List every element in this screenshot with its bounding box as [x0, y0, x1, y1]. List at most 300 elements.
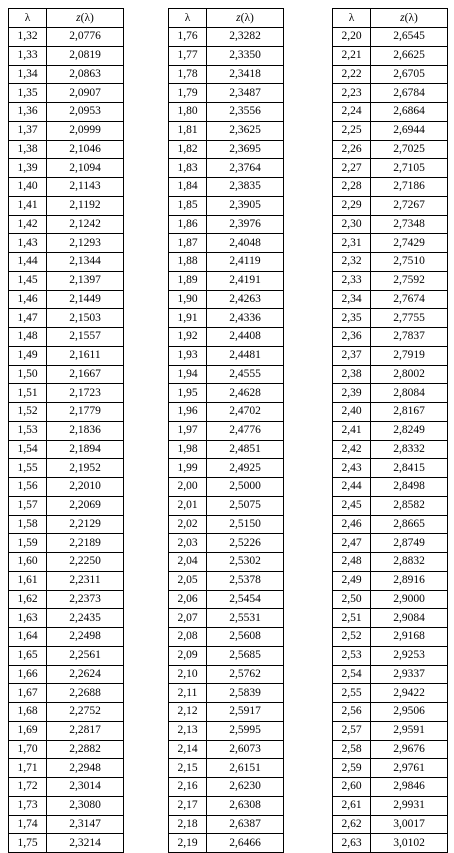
z-value-cell: 2,4702	[207, 403, 284, 422]
lambda-cell: 2,30	[333, 215, 371, 234]
table-row	[333, 346, 448, 365]
z-value-cell: 2,6466	[207, 834, 284, 853]
table-row	[169, 421, 284, 440]
header-z-var: z	[236, 12, 241, 24]
z-value-cell: 2,4925	[207, 459, 284, 478]
lambda-cell: 2,49	[333, 571, 371, 590]
lambda-cell: 1,44	[9, 253, 47, 272]
z-value-cell: 2,1723	[47, 384, 124, 403]
z-value-cell: 2,3905	[207, 196, 284, 215]
lambda-cell: 2,12	[169, 703, 207, 722]
lambda-cell: 1,99	[169, 459, 207, 478]
z-value-cell: 2,5226	[207, 534, 284, 553]
table-row	[9, 253, 124, 272]
table-row	[333, 215, 448, 234]
z-value-cell: 2,2498	[47, 628, 124, 647]
table-row	[169, 646, 284, 665]
table-row	[333, 684, 448, 703]
table-row	[169, 309, 284, 328]
z-value-cell: 2,7267	[371, 196, 448, 215]
lambda-cell: 1,61	[9, 571, 47, 590]
z-value-cell: 2,3418	[207, 65, 284, 84]
lambda-cell: 1,58	[9, 515, 47, 534]
table-row	[169, 253, 284, 272]
lambda-cell: 1,81	[169, 121, 207, 140]
table-row	[9, 459, 124, 478]
lambda-cell: 1,80	[169, 103, 207, 122]
lambda-cell: 1,68	[9, 703, 47, 722]
table-row	[333, 478, 448, 497]
z-value-cell: 2,1611	[47, 346, 124, 365]
lambda-cell: 1,63	[9, 609, 47, 628]
z-value-cell: 2,2250	[47, 553, 124, 572]
z-value-cell: 2,5608	[207, 628, 284, 647]
lambda-cell: 1,47	[9, 309, 47, 328]
table-row	[333, 703, 448, 722]
lambda-cell: 1,76	[169, 28, 207, 47]
z-value-cell: 2,1046	[47, 140, 124, 159]
z-value-cell: 2,1143	[47, 178, 124, 197]
z-value-cell: 2,5378	[207, 571, 284, 590]
z-value-cell: 2,7186	[371, 178, 448, 197]
z-value-cell: 2,8249	[371, 421, 448, 440]
table-body	[333, 28, 448, 853]
table-row	[169, 815, 284, 834]
z-value-cell: 2,8332	[371, 440, 448, 459]
z-value-cell: 2,1836	[47, 421, 124, 440]
lambda-cell: 1,45	[9, 271, 47, 290]
lambda-cell: 1,98	[169, 440, 207, 459]
table-row	[333, 234, 448, 253]
table-row	[169, 196, 284, 215]
lambda-cell: 2,54	[333, 665, 371, 684]
table-row	[169, 440, 284, 459]
z-value-cell: 2,5075	[207, 496, 284, 515]
lambda-cell: 2,46	[333, 515, 371, 534]
header-z-arg: (λ)	[240, 12, 254, 24]
table-row	[333, 534, 448, 553]
z-value-cell: 2,8084	[371, 384, 448, 403]
table-row	[333, 290, 448, 309]
lambda-cell: 1,32	[9, 28, 47, 47]
lambda-cell: 1,40	[9, 178, 47, 197]
lambda-cell: 1,67	[9, 684, 47, 703]
z-value-cell: 2,6705	[371, 65, 448, 84]
table-row	[169, 290, 284, 309]
lambda-cell: 2,29	[333, 196, 371, 215]
z-value-cell: 2,2688	[47, 684, 124, 703]
lambda-cell: 2,10	[169, 665, 207, 684]
lambda-cell: 2,20	[333, 28, 371, 47]
lambda-cell: 1,56	[9, 478, 47, 497]
z-value-cell: 2,0907	[47, 84, 124, 103]
z-value-cell: 2,5150	[207, 515, 284, 534]
lambda-cell: 1,70	[9, 740, 47, 759]
table-row	[169, 46, 284, 65]
z-value-cell: 2,8832	[371, 553, 448, 572]
lambda-cell: 1,55	[9, 459, 47, 478]
table-row	[9, 646, 124, 665]
table-row	[169, 271, 284, 290]
z-value-cell: 2,5839	[207, 684, 284, 703]
header-z-lambda	[207, 9, 284, 28]
table-row	[9, 478, 124, 497]
z-value-cell: 2,9253	[371, 646, 448, 665]
z-value-cell: 2,1293	[47, 234, 124, 253]
z-value-cell: 2,6545	[371, 28, 448, 47]
table-row	[169, 365, 284, 384]
z-value-cell: 2,2624	[47, 665, 124, 684]
header-z-lambda	[47, 9, 124, 28]
lambda-cell: 2,22	[333, 65, 371, 84]
table-row	[333, 796, 448, 815]
lambda-cell: 1,38	[9, 140, 47, 159]
table-row	[169, 534, 284, 553]
table-row	[333, 28, 448, 47]
table-header-row	[9, 9, 124, 28]
table-row	[169, 834, 284, 853]
z-value-cell: 2,7919	[371, 346, 448, 365]
lambda-cell: 1,37	[9, 121, 47, 140]
lambda-cell: 2,06	[169, 590, 207, 609]
table-row	[9, 590, 124, 609]
lambda-cell: 1,74	[9, 815, 47, 834]
z-value-cell: 2,1894	[47, 440, 124, 459]
table-row	[333, 628, 448, 647]
lambda-cell: 2,55	[333, 684, 371, 703]
z-value-cell: 2,1667	[47, 365, 124, 384]
z-value-cell: 2,9761	[371, 759, 448, 778]
z-value-cell: 2,8582	[371, 496, 448, 515]
lambda-cell: 2,15	[169, 759, 207, 778]
z-value-cell: 2,8749	[371, 534, 448, 553]
z-value-cell: 2,7429	[371, 234, 448, 253]
table-row	[169, 178, 284, 197]
lambda-cell: 2,28	[333, 178, 371, 197]
z-value-cell: 2,3014	[47, 778, 124, 797]
lambda-cell: 2,01	[169, 496, 207, 515]
z-value-cell: 2,4408	[207, 328, 284, 347]
table-row	[169, 665, 284, 684]
table-row	[169, 703, 284, 722]
table-row	[9, 553, 124, 572]
lambda-cell: 2,53	[333, 646, 371, 665]
z-value-cell: 2,7025	[371, 140, 448, 159]
table-row	[169, 403, 284, 422]
lambda-cell: 2,52	[333, 628, 371, 647]
lambda-cell: 2,11	[169, 684, 207, 703]
header-lambda: λ	[9, 9, 47, 28]
lambda-cell: 1,35	[9, 84, 47, 103]
z-value-cell: 3,0017	[371, 815, 448, 834]
lambda-cell: 1,90	[169, 290, 207, 309]
lambda-cell: 2,61	[333, 796, 371, 815]
lambda-cell: 1,75	[9, 834, 47, 853]
z-value-cell: 2,7837	[371, 328, 448, 347]
z-value-cell: 2,1557	[47, 328, 124, 347]
z-value-cell: 2,2948	[47, 759, 124, 778]
lambda-cell: 1,65	[9, 646, 47, 665]
z-value-cell: 2,5531	[207, 609, 284, 628]
lambda-cell: 2,62	[333, 815, 371, 834]
lambda-cell: 2,56	[333, 703, 371, 722]
lambda-cell: 1,57	[9, 496, 47, 515]
z-value-cell: 2,3487	[207, 84, 284, 103]
z-value-cell: 2,8498	[371, 478, 448, 497]
header-lambda: λ	[333, 9, 371, 28]
z-value-cell: 2,3147	[47, 815, 124, 834]
lambda-cell: 1,96	[169, 403, 207, 422]
table-row	[333, 384, 448, 403]
lambda-cell: 1,85	[169, 196, 207, 215]
table-row	[169, 721, 284, 740]
z-value-cell: 2,2435	[47, 609, 124, 628]
lambda-cell: 2,05	[169, 571, 207, 590]
lambda-cell: 1,33	[9, 46, 47, 65]
lambda-cell: 1,95	[169, 384, 207, 403]
lambda-cell: 1,52	[9, 403, 47, 422]
table-lambda-z-2	[168, 8, 284, 853]
table-lambda-z-3	[332, 8, 448, 853]
z-value-cell: 2,3080	[47, 796, 124, 815]
lambda-cell: 2,31	[333, 234, 371, 253]
z-value-cell: 2,0999	[47, 121, 124, 140]
table-row	[333, 121, 448, 140]
table-row	[333, 740, 448, 759]
lambda-cell: 2,03	[169, 534, 207, 553]
z-value-cell: 2,7105	[371, 159, 448, 178]
lambda-cell: 1,43	[9, 234, 47, 253]
z-value-cell: 2,9846	[371, 778, 448, 797]
table-row	[169, 553, 284, 572]
z-value-cell: 2,4191	[207, 271, 284, 290]
table-row	[333, 103, 448, 122]
table-row	[169, 65, 284, 84]
lambda-cell: 2,32	[333, 253, 371, 272]
table-row	[169, 796, 284, 815]
table-body	[169, 28, 284, 853]
table-row	[333, 553, 448, 572]
lambda-cell: 1,51	[9, 384, 47, 403]
table-body	[9, 28, 124, 853]
lambda-cell: 2,33	[333, 271, 371, 290]
lambda-cell: 2,24	[333, 103, 371, 122]
lambda-cell: 2,42	[333, 440, 371, 459]
table-row	[9, 684, 124, 703]
lambda-cell: 1,50	[9, 365, 47, 384]
lambda-cell: 2,17	[169, 796, 207, 815]
table-row	[9, 365, 124, 384]
table-lambda-z-1	[8, 8, 124, 853]
z-value-cell: 2,9931	[371, 796, 448, 815]
lambda-cell: 2,07	[169, 609, 207, 628]
table-row	[169, 28, 284, 47]
lambda-cell: 1,48	[9, 328, 47, 347]
lambda-cell: 2,09	[169, 646, 207, 665]
table-row	[333, 309, 448, 328]
lambda-cell: 2,50	[333, 590, 371, 609]
z-value-cell: 2,6784	[371, 84, 448, 103]
lambda-cell: 1,78	[169, 65, 207, 84]
z-value-cell: 2,4555	[207, 365, 284, 384]
table-row	[333, 721, 448, 740]
lambda-cell: 2,23	[333, 84, 371, 103]
table-row	[333, 609, 448, 628]
z-value-cell: 2,8916	[371, 571, 448, 590]
table-row	[169, 215, 284, 234]
z-value-cell: 2,4263	[207, 290, 284, 309]
lambda-cell: 2,18	[169, 815, 207, 834]
table-row	[169, 740, 284, 759]
table-row	[333, 440, 448, 459]
table-row	[333, 590, 448, 609]
z-value-cell: 2,7592	[371, 271, 448, 290]
lambda-cell: 2,19	[169, 834, 207, 853]
table-row	[9, 328, 124, 347]
table-row	[333, 178, 448, 197]
z-value-cell: 2,4481	[207, 346, 284, 365]
lambda-cell: 2,13	[169, 721, 207, 740]
table-row	[169, 346, 284, 365]
table-row	[169, 609, 284, 628]
lambda-cell: 1,89	[169, 271, 207, 290]
z-value-cell: 2,6230	[207, 778, 284, 797]
z-value-cell: 2,3556	[207, 103, 284, 122]
lambda-cell: 1,94	[169, 365, 207, 384]
z-value-cell: 2,1952	[47, 459, 124, 478]
z-value-cell: 3,0102	[371, 834, 448, 853]
lambda-cell: 2,04	[169, 553, 207, 572]
table-row	[9, 403, 124, 422]
lambda-cell: 2,25	[333, 121, 371, 140]
z-value-cell: 2,8002	[371, 365, 448, 384]
lambda-cell: 2,02	[169, 515, 207, 534]
lambda-cell: 2,48	[333, 553, 371, 572]
lambda-cell: 2,27	[333, 159, 371, 178]
lambda-cell: 1,41	[9, 196, 47, 215]
header-lambda: λ	[169, 9, 207, 28]
table-row	[169, 234, 284, 253]
table-row	[333, 46, 448, 65]
lambda-cell: 1,42	[9, 215, 47, 234]
table-row	[9, 234, 124, 253]
table-row	[333, 328, 448, 347]
z-value-cell: 2,2373	[47, 590, 124, 609]
table-row	[169, 121, 284, 140]
lambda-cell: 1,91	[169, 309, 207, 328]
z-value-cell: 2,4048	[207, 234, 284, 253]
table-row	[333, 815, 448, 834]
lambda-cell: 2,44	[333, 478, 371, 497]
table-row	[9, 103, 124, 122]
z-value-cell: 2,3214	[47, 834, 124, 853]
z-value-cell: 2,0863	[47, 65, 124, 84]
lambda-cell: 1,86	[169, 215, 207, 234]
lambda-cell: 2,40	[333, 403, 371, 422]
lambda-cell: 1,88	[169, 253, 207, 272]
table-row	[333, 834, 448, 853]
header-z-arg: (λ)	[404, 12, 418, 24]
lambda-cell: 1,97	[169, 421, 207, 440]
lambda-cell: 1,87	[169, 234, 207, 253]
table-row	[9, 65, 124, 84]
table-row	[169, 590, 284, 609]
lambda-cell: 2,63	[333, 834, 371, 853]
z-value-cell: 2,6944	[371, 121, 448, 140]
table-row	[333, 84, 448, 103]
lambda-cell: 2,41	[333, 421, 371, 440]
lambda-cell: 2,14	[169, 740, 207, 759]
z-value-cell: 2,5454	[207, 590, 284, 609]
lambda-cell: 1,60	[9, 553, 47, 572]
lambda-cell: 2,26	[333, 140, 371, 159]
z-value-cell: 2,9591	[371, 721, 448, 740]
z-value-cell: 2,6073	[207, 740, 284, 759]
table-row	[9, 628, 124, 647]
z-value-cell: 2,4628	[207, 384, 284, 403]
table-row	[9, 140, 124, 159]
z-value-cell: 2,2069	[47, 496, 124, 515]
table-row	[9, 346, 124, 365]
z-value-cell: 2,5000	[207, 478, 284, 497]
table-row	[9, 46, 124, 65]
table-row	[169, 515, 284, 534]
lambda-cell: 2,21	[333, 46, 371, 65]
table-row	[169, 103, 284, 122]
lambda-cell: 1,83	[169, 159, 207, 178]
z-value-cell: 2,9506	[371, 703, 448, 722]
header-z-var: z	[400, 12, 405, 24]
lambda-cell: 1,39	[9, 159, 47, 178]
table-row	[169, 571, 284, 590]
lambda-cell: 1,77	[169, 46, 207, 65]
lambda-cell: 1,36	[9, 103, 47, 122]
table-row	[9, 290, 124, 309]
table-row	[169, 84, 284, 103]
z-value-cell: 2,2752	[47, 703, 124, 722]
z-value-cell: 2,2129	[47, 515, 124, 534]
lambda-cell: 2,34	[333, 290, 371, 309]
z-value-cell: 2,2010	[47, 478, 124, 497]
lambda-cell: 1,46	[9, 290, 47, 309]
lambda-cell: 1,64	[9, 628, 47, 647]
z-value-cell: 2,4119	[207, 253, 284, 272]
table-row	[333, 140, 448, 159]
z-value-cell: 2,9676	[371, 740, 448, 759]
table-row	[9, 309, 124, 328]
lambda-cell: 1,69	[9, 721, 47, 740]
z-value-cell: 2,5917	[207, 703, 284, 722]
table-row	[9, 84, 124, 103]
z-value-cell: 2,2882	[47, 740, 124, 759]
lambda-cell: 1,59	[9, 534, 47, 553]
lambda-cell: 2,39	[333, 384, 371, 403]
table-row	[169, 140, 284, 159]
lambda-cell: 2,58	[333, 740, 371, 759]
table-row	[9, 196, 124, 215]
lambda-cell: 1,92	[169, 328, 207, 347]
z-value-cell: 2,6625	[371, 46, 448, 65]
z-value-cell: 2,3976	[207, 215, 284, 234]
table-row	[9, 121, 124, 140]
z-value-cell: 2,9000	[371, 590, 448, 609]
table-row	[9, 778, 124, 797]
table-row	[169, 384, 284, 403]
table-row	[333, 253, 448, 272]
z-value-cell: 2,9422	[371, 684, 448, 703]
z-value-cell: 2,3835	[207, 178, 284, 197]
table-row	[9, 721, 124, 740]
